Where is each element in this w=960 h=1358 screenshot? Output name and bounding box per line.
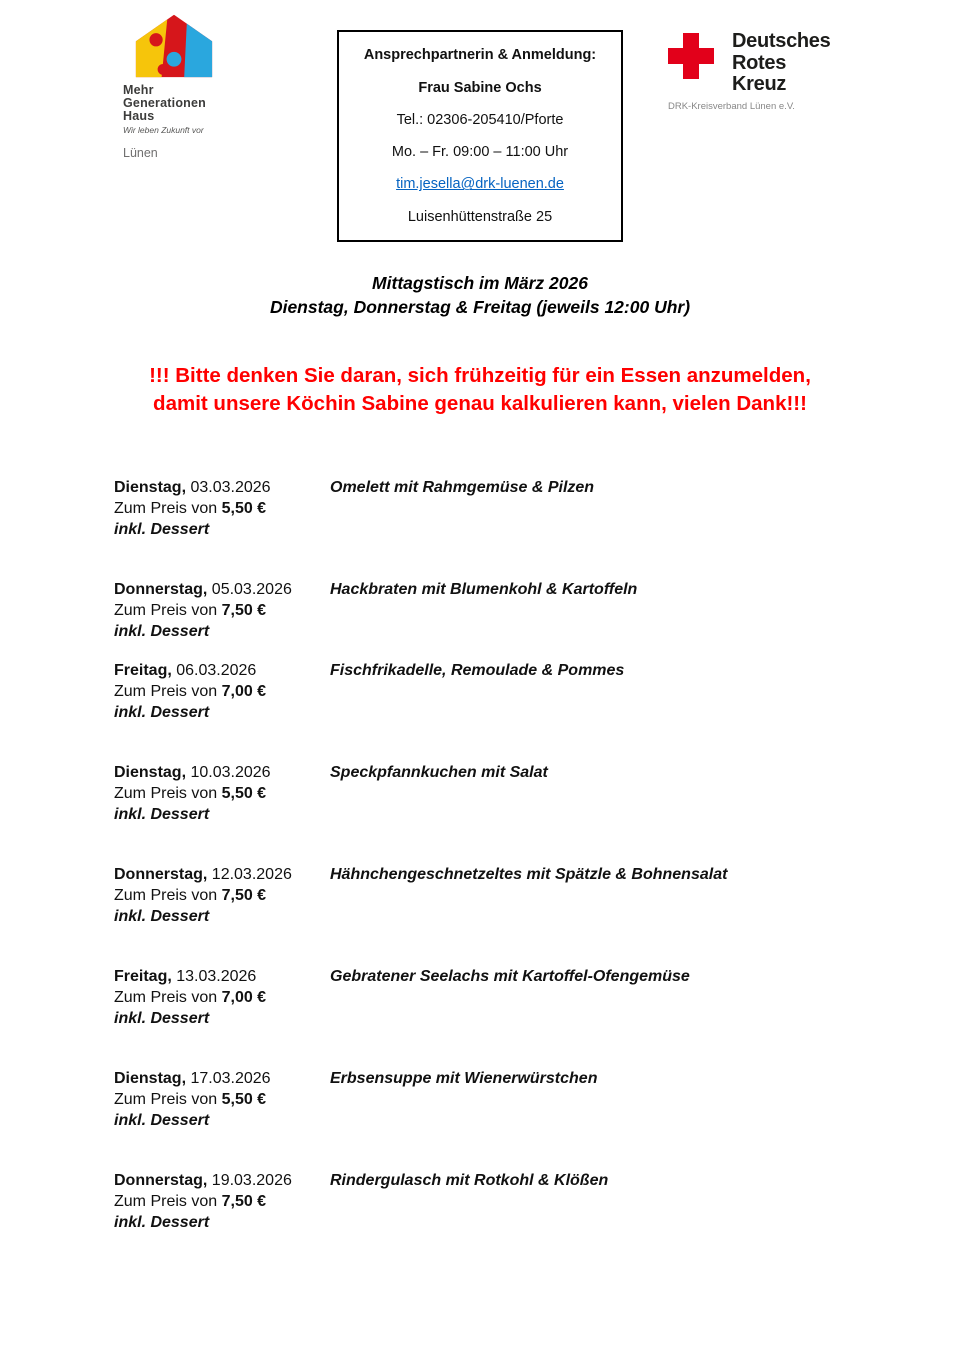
menu-entry-dayline (114, 1170, 329, 1191)
menu-day: Donnerstag, (114, 866, 208, 883)
contact-name: Frau Sabine Ochs (418, 79, 542, 96)
contact-title: Ansprechpartnerin & Anmeldung: (363, 47, 597, 64)
menu-entry-dayline (114, 762, 329, 783)
reservation-notice (0, 362, 960, 417)
mgh-house-icon (135, 14, 213, 78)
menu-entry-priceline (114, 1191, 329, 1212)
menu-entry-dayline (114, 579, 329, 600)
drk-subtitle: DRK-Kreisverband Lünen e.V. (668, 101, 795, 112)
menu-day: Dienstag, (114, 479, 187, 496)
mgh-logo-name (123, 84, 243, 123)
menu-date: 03.03.2026 (186, 479, 271, 496)
dessert-note: inkl. Dessert (114, 908, 210, 925)
mgh-city: Lünen (123, 146, 158, 160)
menu-date: 06.03.2026 (171, 662, 257, 679)
menu-day: Freitag, (114, 968, 172, 985)
menu-entry-dayline (114, 864, 329, 885)
menu-entry-details (114, 477, 329, 540)
menu-entry-details (114, 1170, 329, 1233)
menu-price: 5,50 € (221, 1091, 267, 1108)
price-prefix: Zum Preis von (114, 887, 222, 904)
menu-price: 7,00 € (221, 989, 267, 1006)
contact-hours: Mo. – Fr. 09:00 – 11:00 Uhr (391, 144, 569, 161)
red-cross-icon (668, 33, 714, 79)
menu-entry-priceline (114, 1089, 329, 1110)
page-title-line1: Mittagstisch im März 2026 (372, 273, 588, 293)
menu-entry-details (114, 864, 329, 927)
menu-day: Freitag, (114, 662, 172, 679)
dessert-note: inkl. Dessert (114, 1010, 210, 1027)
menu-entry-priceline (114, 885, 329, 906)
page-title-line2: Dienstag, Donnerstag & Freitag (jeweils 12:00 Uhr) (269, 296, 691, 317)
menu-dish: Hackbraten mit Blumenkohl & Kartoffeln (330, 581, 638, 598)
dessert-note: inkl. Dessert (114, 1112, 210, 1129)
menu-entry-priceline (114, 987, 329, 1008)
drk-logo-name (732, 31, 830, 96)
menu-dish: Omelett mit Rahmgemüse & Pilzen (330, 479, 595, 496)
menu-price: 7,50 € (221, 887, 267, 904)
menu-price: 7,50 € (221, 1193, 267, 1210)
menu-dish: Erbsensuppe mit Wienerwürstchen (330, 1070, 598, 1087)
price-prefix: Zum Preis von (114, 785, 222, 802)
menu-day: Dienstag, (114, 764, 187, 781)
menu-entry-details (114, 966, 329, 1029)
menu-entry-priceline (114, 783, 329, 804)
drk-name-line: Rotes (732, 51, 787, 74)
menu-date: 13.03.2026 (171, 968, 257, 985)
mgh-tagline: Wir leben Zukunft vor (123, 125, 204, 135)
menu-entry-details (114, 762, 329, 825)
email-link[interactable]: tim.jesella@drk-luenen.de (396, 176, 564, 193)
menu-price: 5,50 € (221, 785, 267, 802)
menu-date: 17.03.2026 (186, 1070, 271, 1087)
mgh-name-line: Haus (123, 109, 155, 123)
menu-date: 05.03.2026 (207, 581, 292, 598)
menu-day: Donnerstag, (114, 1172, 208, 1189)
menu-entry-priceline (114, 600, 329, 621)
drk-name-line: Kreuz (732, 73, 787, 95)
menu-dish: Rindergulasch mit Rotkohl & Klößen (330, 1172, 609, 1189)
price-prefix: Zum Preis von (114, 602, 222, 619)
menu-entry-details (114, 660, 329, 723)
menu-price: 7,50 € (221, 602, 267, 619)
menu-dish: Gebratener Seelachs mit Kartoffel-Ofengemüse (330, 968, 690, 985)
dessert-note: inkl. Dessert (114, 704, 210, 721)
contact-address: Luisenhüttenstraße 25 (407, 208, 553, 225)
menu-entry-dayline (114, 966, 329, 987)
price-prefix: Zum Preis von (114, 989, 222, 1006)
menu-entry-details (114, 1068, 329, 1131)
menu-price: 7,00 € (221, 683, 267, 700)
menu-entry-dayline (114, 477, 329, 498)
dessert-note: inkl. Dessert (114, 806, 210, 823)
price-prefix: Zum Preis von (114, 1193, 222, 1210)
menu-dish: Speckpfannkuchen mit Salat (330, 764, 548, 781)
drk-logo (668, 30, 853, 115)
menu-entry-dayline (114, 1068, 329, 1089)
menu-entry-details (114, 579, 329, 642)
mgh-name-line: Mehr (123, 83, 154, 97)
mgh-name-line: Generationen (123, 96, 206, 110)
price-prefix: Zum Preis von (114, 1091, 222, 1108)
page-title (0, 272, 960, 319)
menu-entry-priceline (114, 681, 329, 702)
price-prefix: Zum Preis von (114, 683, 222, 700)
menu-date: 12.03.2026 (207, 866, 292, 883)
drk-name-line: Deutsches (732, 30, 831, 52)
dessert-note: inkl. Dessert (114, 623, 210, 640)
menu-day: Dienstag, (114, 1070, 187, 1087)
dessert-note: inkl. Dessert (114, 1214, 210, 1231)
notice-line1: !!! Bitte denken Sie daran, sich frühzeitig für ein Essen anzumelden, (149, 364, 811, 387)
notice-line2: damit unsere Köchin Sabine genau kalkulieren kann, vielen Dank!!! (153, 391, 807, 415)
contact-phone: Tel.: 02306-205410/Pforte (396, 111, 564, 128)
dessert-note: inkl. Dessert (114, 521, 210, 538)
mgh-logo (123, 14, 243, 160)
contact-box (337, 30, 623, 242)
menu-date: 10.03.2026 (186, 764, 271, 781)
menu-entry-priceline (114, 498, 329, 519)
menu-dish: Hähnchengeschnetzeltes mit Spätzle & Bohnensalat (330, 866, 728, 883)
menu-price: 5,50 € (221, 500, 267, 517)
menu-entry-dayline (114, 660, 329, 681)
menu-day: Donnerstag, (114, 581, 208, 598)
price-prefix: Zum Preis von (114, 500, 222, 517)
menu-date: 19.03.2026 (207, 1172, 292, 1189)
menu-dish: Fischfrikadelle, Remoulade & Pommes (330, 662, 625, 679)
